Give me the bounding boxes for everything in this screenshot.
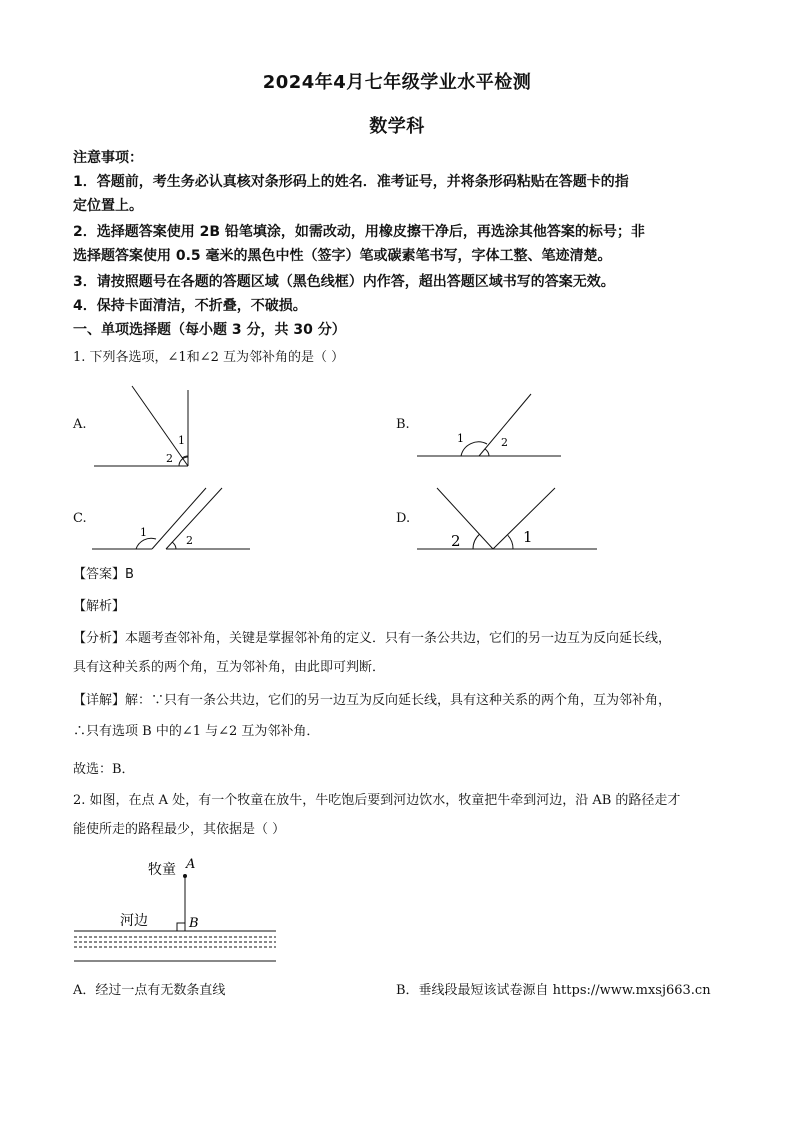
- notice-item-2b: 选择题答案使用 0.5 毫米的黑色中性（签字）笔或碳素笔书写，字体工整、笔迹清楚。: [73, 248, 612, 264]
- q1-c-slanted-line-2: [166, 488, 222, 549]
- q1-detail-line-2: ∴只有选项 B 中的∠1 与∠2 互为邻补角．: [73, 724, 320, 739]
- notice-item-1a: 1．答题前，考生务必认真核对条形码上的姓名．准考证号，并将条形码粘贴在答题卡的指: [73, 174, 629, 190]
- q1-analysis-line-2: 具有这种关系的两个角，互为邻补角，由此即可判断．: [73, 660, 386, 675]
- q1-c-label-1: 1: [140, 526, 147, 539]
- q1-a-label-2: 2: [166, 452, 173, 465]
- q1-b-label-1: 1: [457, 432, 464, 445]
- notice-item-2a: 2．选择题答案使用 2B 铅笔填涂，如需改动，用橡皮擦干净后，再选涂其他答案的标号；非: [73, 224, 645, 240]
- exam-title: 2024年4月七年级学业水平检测: [262, 72, 532, 93]
- q1-b-label-2: 2: [501, 436, 508, 449]
- q1-d-left-slanted-line: [437, 488, 493, 549]
- notice-item-1b: 定位置上。: [73, 198, 143, 214]
- q2-option-b: B．垂线段最短该试卷源自 https://www.mxsj663.cn: [396, 983, 711, 998]
- exam-subject: 数学科: [369, 116, 425, 137]
- q1-conclusion: 故选：B．: [73, 762, 135, 777]
- q1-d-angle-arc-1: [508, 535, 513, 549]
- notice-item-4: 4．保持卡面清洁，不折叠，不破损。: [73, 298, 307, 314]
- q1-b-angle-arc-2: [485, 449, 489, 456]
- q1-stem: 1. 下列各选项，∠1和∠2 互为邻补角的是（ ）: [73, 350, 345, 365]
- q1-d-label-1: 1: [523, 528, 533, 546]
- q2-option-a: A．经过一点有无数条直线: [73, 983, 226, 998]
- q1-b-angle-arc-1: [461, 442, 487, 456]
- q2-point-b-label: B: [189, 916, 199, 931]
- q1-option-c-figure: [90, 484, 255, 554]
- q2-right-angle-mark: [177, 923, 185, 931]
- q1-option-b-figure: [415, 390, 565, 460]
- q1-a-slanted-line: [132, 386, 188, 466]
- q2-point-a-label: A: [186, 857, 196, 872]
- q1-analysis-line-1: 【分析】本题考查邻补角，关键是掌握邻补角的定义．只有一条公共边，它们的另一边互为反向延长线，: [73, 631, 672, 646]
- q1-c-slanted-line-1: [152, 488, 206, 549]
- q1-option-d-figure: [415, 484, 600, 554]
- q1-answer: 【答案】B: [73, 567, 134, 582]
- q1-option-c-label: C.: [73, 511, 87, 526]
- q2-herder-label: 牧童: [148, 862, 176, 878]
- section-heading: 一、单项选择题（每小题 3 分，共 30 分）: [73, 322, 346, 338]
- q1-d-label-2: 2: [451, 532, 461, 550]
- q1-option-a-label: A.: [73, 417, 87, 432]
- q1-option-a-figure: [90, 380, 200, 470]
- q1-detail-line-1: 【详解】解：∵只有一条公共边，它们的另一边互为反向延长线，具有这种关系的两个角，互为邻补角，: [73, 693, 672, 708]
- q1-c-label-2: 2: [186, 534, 193, 547]
- notice-item-3: 3．请按照题号在各题的答题区域（黑色线框）内作答，超出答题区域书写的答案无效。: [73, 274, 615, 290]
- q2-river-figure: [70, 852, 285, 967]
- q2-river-label: 河边: [120, 913, 148, 929]
- notice-heading: 注意事项：: [73, 150, 143, 166]
- q2-stem-line-1: 2. 如图，在点 A 处，有一个牧童在放牛，牛吃饱后要到河边饮水，牧童把牛牵到河边，沿 AB 的路径走才: [73, 793, 681, 808]
- q1-a-label-1: 1: [178, 434, 185, 447]
- q1-option-b-label: B.: [396, 417, 410, 432]
- q2-stem-line-2: 能使所走的路程最少，其依据是（ ）: [73, 822, 286, 837]
- q1-option-d-label: D.: [396, 511, 411, 526]
- q1-d-angle-arc-2: [473, 534, 480, 549]
- q1-analysis-label: 【解析】: [73, 599, 126, 614]
- q1-c-angle-arc-2: [172, 542, 176, 549]
